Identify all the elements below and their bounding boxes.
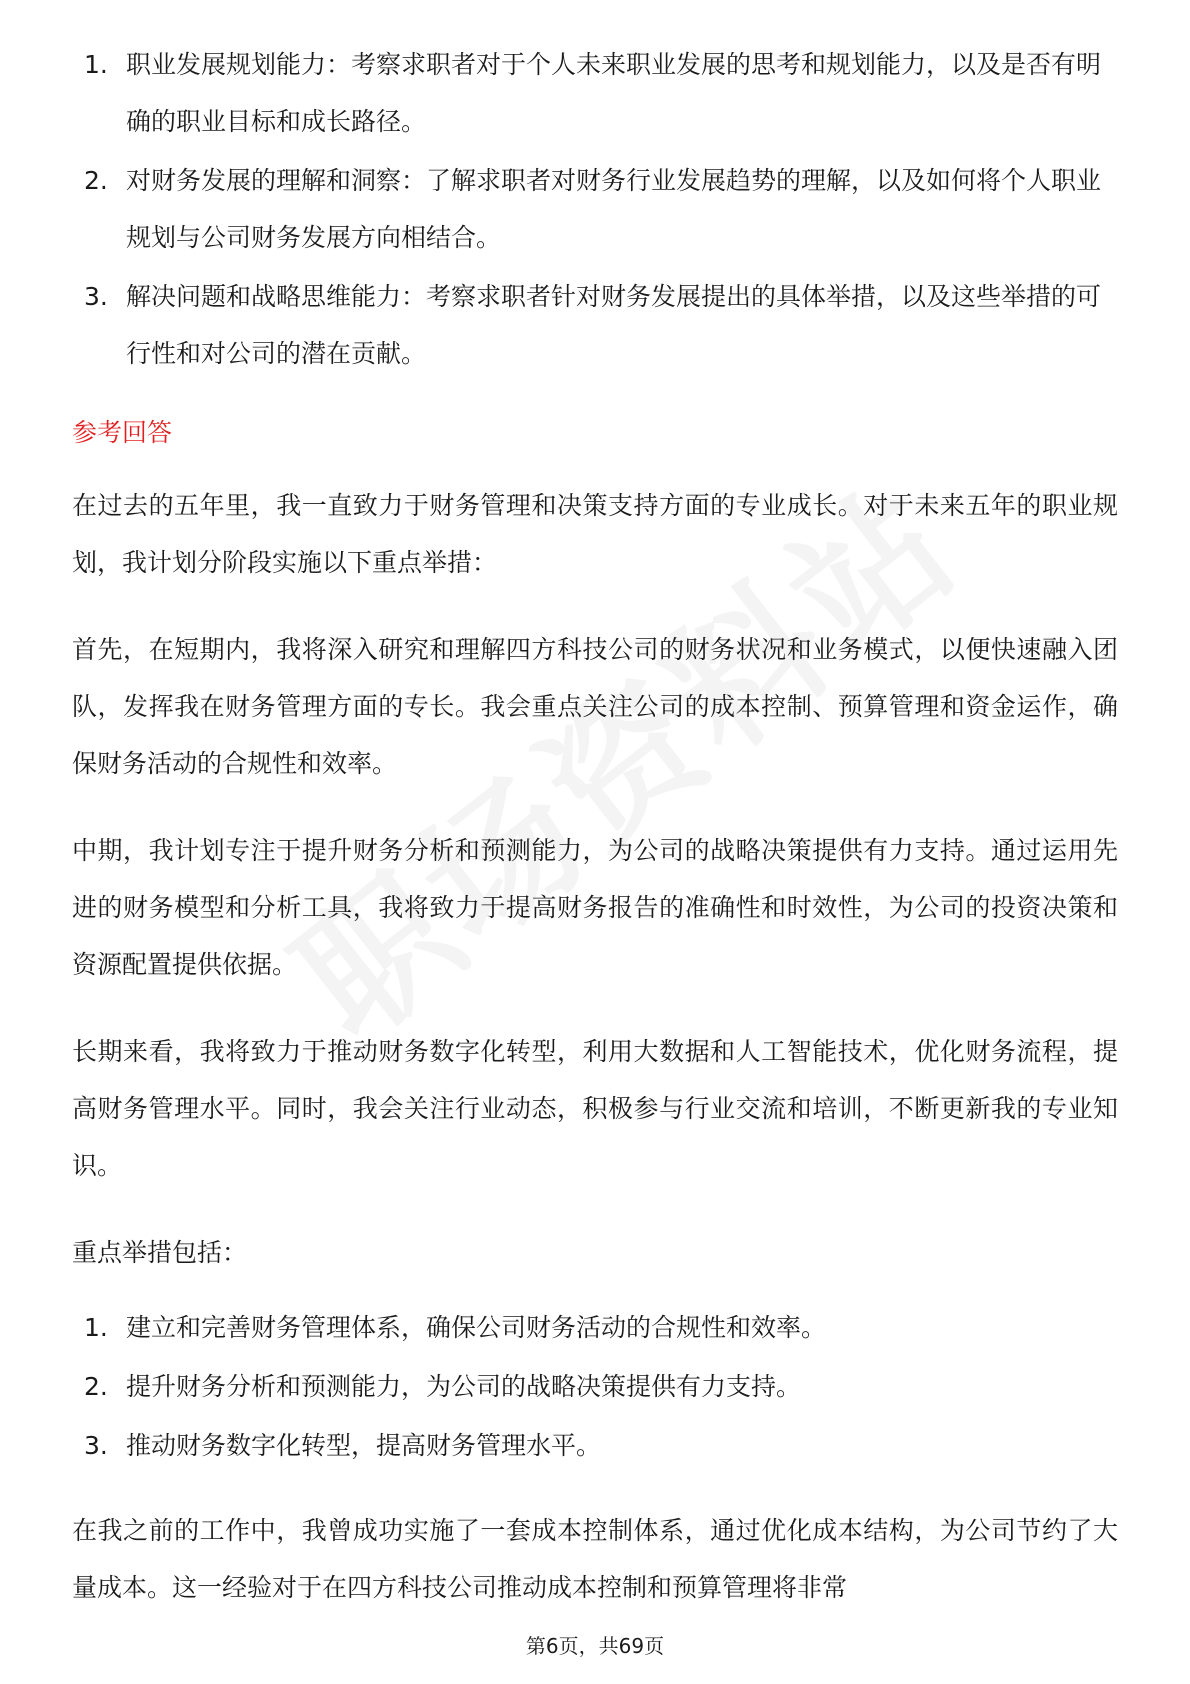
list-number: 3.	[84, 282, 108, 311]
list-item	[72, 36, 1118, 150]
list-item	[72, 268, 1118, 382]
section-heading: 参考回答	[72, 418, 173, 447]
paragraph: 中期，我计划专注于提升财务分析和预测能力，为公司的战略决策提供有力支持。通过运用先进的财务模型和分析工具，我将致力于提高财务报告的准确性和时效性，为公司的投资决策和资源配置提供依据。	[72, 836, 1118, 979]
list-text: 提升财务分析和预测能力，为公司的战略决策提供有力支持。	[126, 1372, 802, 1401]
page-number-footer: 第6页，共69页	[525, 1634, 665, 1658]
list-text: 建立和完善财务管理体系，确保公司财务活动的合规性和效率。	[126, 1313, 827, 1342]
list-item	[72, 1299, 1118, 1356]
page-content	[72, 36, 1118, 1646]
list-text: 解决问题和战略思维能力：考察求职者针对财务发展提出的具体举措，以及这些举措的可行性和对公司的潜在贡献。	[126, 282, 1102, 368]
list-item	[72, 1358, 1118, 1415]
list-text: 推动财务数字化转型，提高财务管理水平。	[126, 1431, 602, 1460]
list-text: 对财务发展的理解和洞察：了解求职者对财务行业发展趋势的理解，以及如何将个人职业规划与公司财务发展方向相结合。	[126, 166, 1102, 252]
list-number: 3.	[84, 1431, 108, 1460]
list-item	[72, 152, 1118, 266]
list-number: 2.	[84, 1372, 108, 1401]
list-number: 2.	[84, 166, 108, 195]
paragraph: 首先，在短期内，我将深入研究和理解四方科技公司的财务状况和业务模式，以便快速融入团队，发挥我在财务管理方面的专长。我会重点关注公司的成本控制、预算管理和资金运作，确保财务活动的合规性和效率。	[72, 635, 1118, 778]
list-number: 1.	[84, 50, 108, 79]
evaluation-list	[72, 36, 1118, 382]
closing-paragraph: 在我之前的工作中，我曾成功实施了一套成本控制体系，通过优化成本结构，为公司节约了大量成本。这一经验对于在四方科技公司推动成本控制和预算管理将非常	[72, 1516, 1118, 1602]
list-number: 1.	[84, 1313, 108, 1342]
measures-intro: 重点举措包括：	[72, 1238, 248, 1267]
list-item	[72, 1417, 1118, 1474]
paragraph: 长期来看，我将致力于推动财务数字化转型，利用大数据和人工智能技术，优化财务流程，提高财务管理水平。同时，我会关注行业动态，积极参与行业交流和培训，不断更新我的专业知识。	[72, 1037, 1118, 1180]
measures-list	[72, 1299, 1118, 1474]
list-text: 职业发展规划能力：考察求职者对于个人未来职业发展的思考和规划能力，以及是否有明确的职业目标和成长路径。	[126, 50, 1102, 136]
paragraph: 在过去的五年里，我一直致力于财务管理和决策支持方面的专业成长。对于未来五年的职业规划，我计划分阶段实施以下重点举措：	[72, 491, 1118, 577]
